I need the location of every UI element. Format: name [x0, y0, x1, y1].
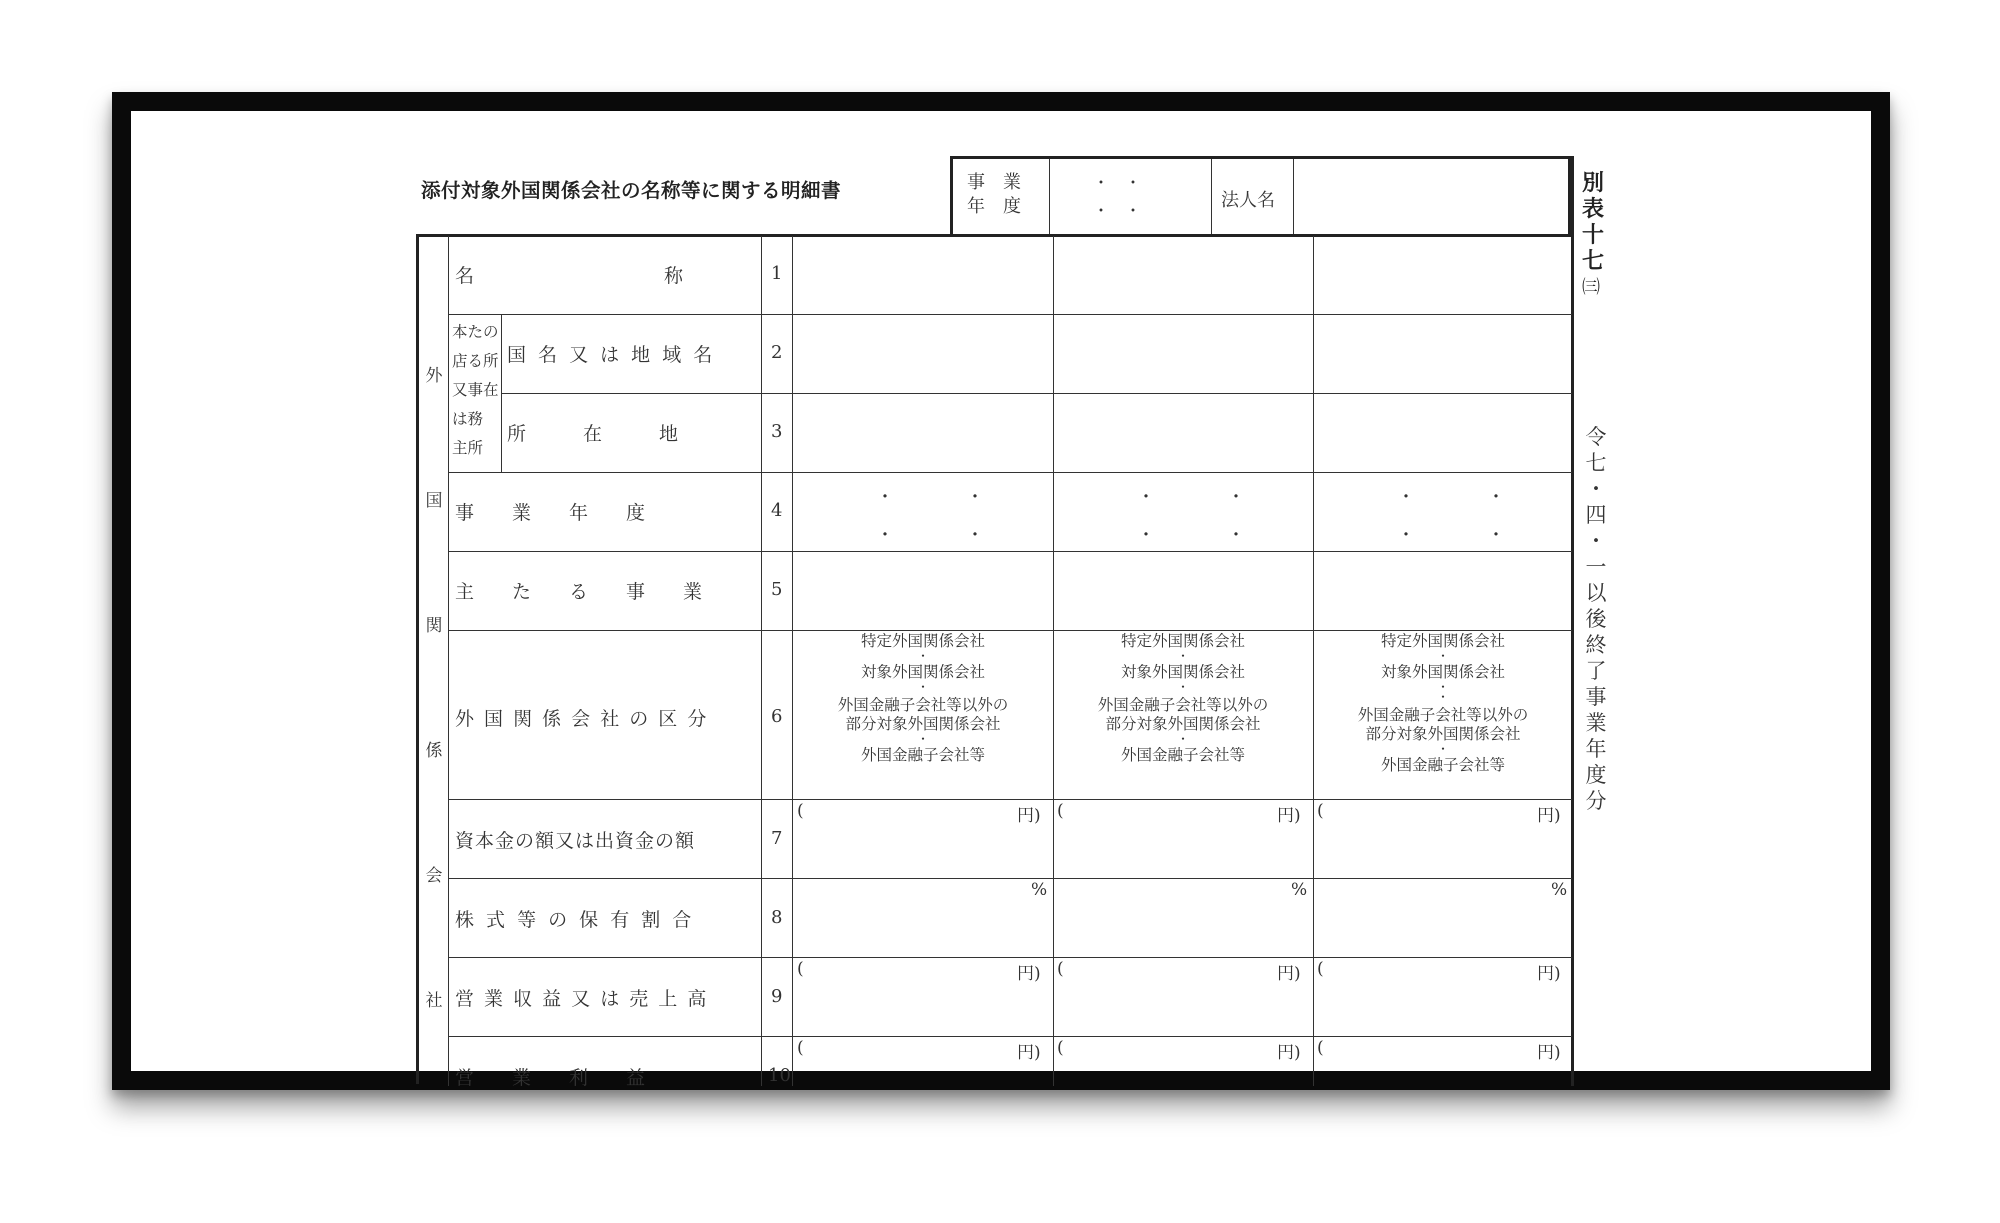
header-box [950, 156, 1571, 234]
yen-close: 円) [1277, 806, 1301, 826]
row-label-location: 所 在 地 [507, 423, 679, 445]
yen-close: 円) [1017, 1043, 1041, 1063]
header-divider [1211, 159, 1212, 234]
yen-open: ( [1057, 959, 1064, 979]
table-top-border [416, 234, 1574, 237]
yen-open: ( [1317, 959, 1324, 979]
classification-options-col1[interactable]: 特定外国関係会社 ・ 対象外国関係会社 ・ 外国金融子会社等以外の 部分対象外国関係会社 ・ 外国金融子会社等 [837, 632, 1009, 764]
row-number: 8 [771, 907, 783, 928]
date-dots: ・ ・ [1137, 487, 1245, 508]
date-dots: ・ ・ [876, 525, 984, 546]
corp-name-field[interactable] [1294, 159, 1568, 234]
corp-name-label: 法人名 [1221, 190, 1275, 211]
fiscal-year-date: ・ ・ ・ ・ [1093, 173, 1142, 220]
row-number: 4 [771, 500, 783, 521]
foreign-affiliate-group-label: 外 国 関 係 会 社 [425, 366, 443, 1011]
yen-open: ( [797, 959, 804, 979]
percent-unit: % [1551, 880, 1568, 900]
yen-open: ( [1317, 801, 1324, 821]
classification-options-col2[interactable]: 特定外国関係会社 ・ 対象外国関係会社 ・ 外国金融子会社等以外の 部分対象外国関係会社 ・ 外国金融子会社等 [1097, 632, 1269, 764]
yen-close: 円) [1537, 806, 1561, 826]
side-title: 別 表 十 七 ㈢ [1582, 171, 1605, 298]
row-number: 9 [771, 986, 783, 1007]
yen-open: ( [1057, 1038, 1064, 1058]
side-subtitle: 令 七 ・ 四 ・ 一 以 後 終 了 事 業 年 度 分 [1585, 425, 1607, 813]
yen-open: ( [797, 1038, 804, 1058]
header-divider [1049, 159, 1050, 234]
row-number: 6 [771, 706, 783, 727]
row-number: 2 [771, 342, 783, 363]
office-group-label: 本たの 店る所 又事在 は務 主所 [452, 323, 499, 457]
row-label-operating-profit: 営 業 利 益 [455, 1067, 646, 1089]
date-dots: ・ ・ [876, 487, 984, 508]
percent-unit: % [1291, 880, 1308, 900]
table-left-border [416, 234, 419, 1084]
row-number: 3 [771, 421, 783, 442]
yen-open: ( [1057, 801, 1064, 821]
percent-unit: % [1031, 880, 1048, 900]
row-label-share-ratio: 株 式 等 の 保 有 割 合 [455, 909, 695, 931]
yen-open: ( [797, 801, 804, 821]
row-number: 7 [771, 828, 783, 849]
fiscal-year-label: 事 業 年 度 [967, 172, 1021, 217]
row-label-revenue: 営 業 収 益 又 は 売 上 高 [455, 988, 709, 1010]
table-right-border [1571, 156, 1574, 1086]
row-label-country: 国 名 又 は 地 域 名 [507, 344, 716, 366]
yen-close: 円) [1537, 1043, 1561, 1063]
row-number: 5 [771, 579, 783, 600]
yen-close: 円) [1277, 964, 1301, 984]
row-number: 10 [768, 1065, 791, 1086]
row-label-classification: 外 国 関 係 会 社 の 区 分 [455, 708, 709, 730]
row-label-main-business: 主 た る 事 業 [455, 581, 703, 603]
yen-close: 円) [1537, 964, 1561, 984]
row-label-name: 名 称 [455, 265, 684, 287]
date-dots: ・ ・ [1397, 525, 1505, 546]
date-dots: ・ ・ [1397, 487, 1505, 508]
document-frame [112, 92, 1890, 1090]
row-label-capital: 資本金の額又は出資金の額 [455, 830, 696, 852]
row-number: 1 [771, 263, 783, 284]
yen-close: 円) [1017, 964, 1041, 984]
form-title: 添付対象外国関係会社の名称等に関する明細書 [421, 179, 842, 202]
yen-close: 円) [1017, 806, 1041, 826]
yen-close: 円) [1277, 1043, 1301, 1063]
row-label-fiscal-year: 事 業 年 度 [455, 502, 646, 524]
classification-options-col3[interactable]: 特定外国関係会社 ・ 対象外国関係会社 ・ ・ 外国金融子会社等以外の 部分対象外国関係会社 ・ 外国金融子会社等 [1357, 632, 1529, 774]
date-dots: ・ ・ [1137, 525, 1245, 546]
form-page [131, 111, 1871, 1089]
yen-open: ( [1317, 1038, 1324, 1058]
